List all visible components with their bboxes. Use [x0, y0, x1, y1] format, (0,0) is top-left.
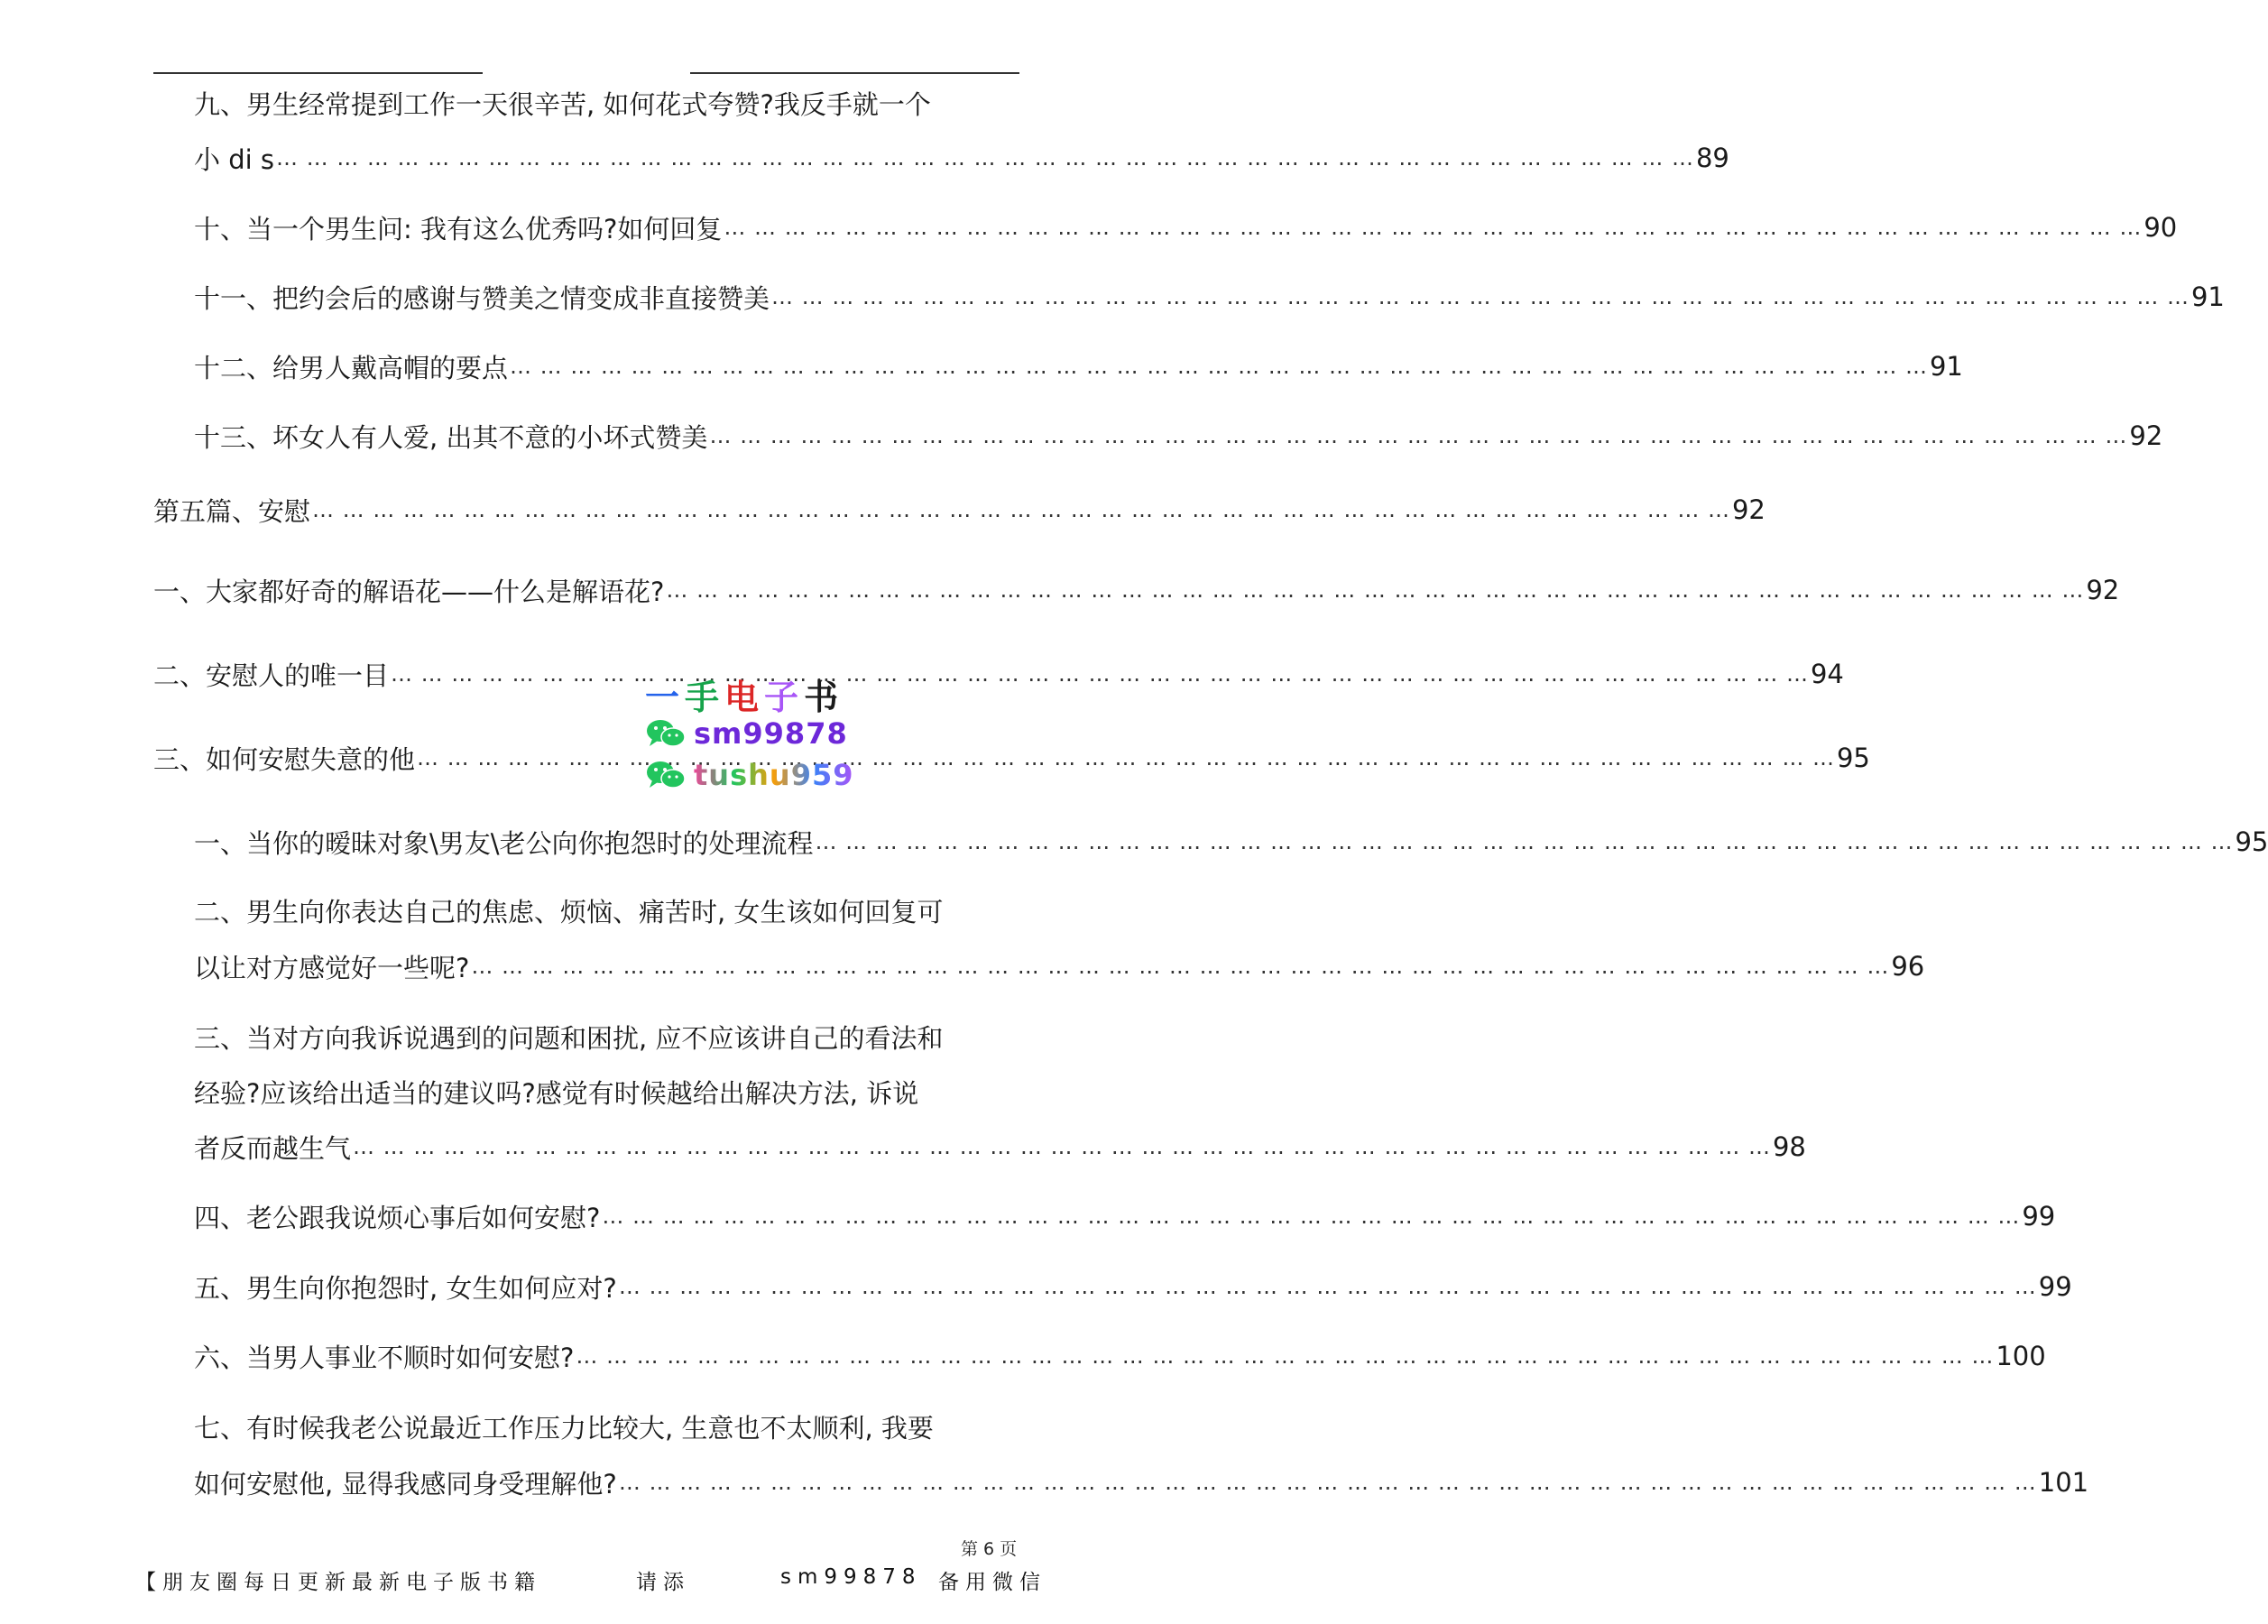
- toc-page-number: 92: [1731, 494, 1766, 525]
- toc-entry-title: 一、当你的暧昧对象\男友\老公向你抱怨时的处理流程: [194, 827, 814, 859]
- toc-page-number: 99: [2038, 1271, 2072, 1302]
- toc-entry-title: 三、如何安慰失意的他: [153, 743, 416, 775]
- toc-entry-title: 六、当男人事业不顺时如何安慰?: [194, 1342, 575, 1373]
- toc-entry[interactable]: [194, 1196, 2056, 1236]
- footer-contact-id: sm99878: [780, 1565, 922, 1589]
- toc-entry-title: 经验?应该给出适当的建议吗?感觉有时候越给出解决方法, 诉说: [194, 1077, 919, 1109]
- watermark-wechat-row: [645, 758, 853, 792]
- toc-dot-leader: [814, 829, 2236, 854]
- toc-dot-leader: [600, 1204, 2022, 1229]
- toc-dot-leader: [574, 1343, 1996, 1369]
- toc-entry[interactable]: [194, 890, 1019, 930]
- toc-entry-title: 四、老公跟我说烦心事后如何安慰?: [194, 1202, 601, 1233]
- toc-page-number: 91: [2190, 281, 2225, 312]
- footer-text: 请添: [636, 1571, 690, 1594]
- toc-dot-leader: [415, 745, 1837, 770]
- toc-entry-title: 五、男生向你抱怨时, 女生如何应对?: [194, 1272, 617, 1304]
- toc-entry[interactable]: [194, 946, 1925, 986]
- toc-page-number: 90: [2144, 212, 2178, 243]
- toc-dot-leader: [617, 1274, 2039, 1299]
- toc-dot-leader: [508, 354, 1930, 379]
- toc-entry-title: 十、当一个男生问: 我有这么优秀吗?如何回复: [194, 213, 723, 245]
- footer-text: 备用微信: [938, 1571, 1046, 1594]
- toc-page-number: 89: [1695, 143, 1729, 173]
- toc-entry-title: 九、男生经常提到工作一天很辛苦, 如何花式夸赞?我反手就一个: [194, 88, 931, 120]
- toc-dot-leader: [274, 145, 1696, 171]
- toc-page-number: 100: [1996, 1341, 2046, 1371]
- toc-page-number: 92: [2129, 420, 2163, 451]
- toc-dot-leader: [469, 954, 1891, 979]
- toc-entry[interactable]: [194, 277, 2225, 317]
- toc-dot-leader: [707, 423, 2129, 448]
- watermark-wechat-id: sm99878: [694, 716, 848, 751]
- watermark-wechat-row: [645, 716, 848, 751]
- toc-entry-title: 小 di s: [194, 143, 275, 175]
- toc-entry-title: 三、当对方向我诉说遇到的问题和困扰, 应不应该讲自己的看法和: [194, 1022, 944, 1054]
- toc-page-number: 92: [2086, 575, 2120, 605]
- toc-entry-title: 十三、坏女人有人爱, 出其不意的小坏式赞美: [194, 421, 708, 453]
- toc-page-number: 91: [1929, 351, 1963, 382]
- header-rule-left: [153, 72, 483, 74]
- toc-entry-title: 十一、把约会后的感谢与赞美之情变成非直接赞美: [194, 282, 770, 314]
- toc-entry[interactable]: [194, 1267, 2072, 1306]
- toc-page-number: 99: [2022, 1201, 2056, 1232]
- toc-entry[interactable]: [194, 1407, 1019, 1446]
- toc-page-number: 101: [2038, 1467, 2089, 1498]
- toc-chapter[interactable]: [153, 738, 1870, 778]
- toc-entry[interactable]: [194, 346, 1963, 386]
- toc-dot-leader: [389, 661, 1811, 687]
- toc-entry-title: 七、有时候我老公说最近工作压力比较大, 生意也不太顺利, 我要: [194, 1412, 934, 1444]
- toc-page-number: 96: [1891, 951, 1925, 982]
- toc-entry-title: 十二、给男人戴高帽的要点: [194, 352, 509, 383]
- toc-entry-title: 一、大家都好奇的解语花——什么是解语花?: [153, 576, 665, 607]
- wechat-icon: [645, 759, 687, 791]
- watermark: [645, 669, 853, 796]
- watermark-title: 一手电子书: [645, 678, 844, 717]
- toc-entry[interactable]: [194, 138, 1729, 178]
- toc-entry[interactable]: [194, 1463, 2089, 1502]
- toc-entry-title: 以让对方感觉好一些呢?: [194, 952, 470, 983]
- toc-entry[interactable]: [194, 416, 2163, 456]
- toc-entry[interactable]: [194, 1017, 1019, 1057]
- toc-entry-title: 二、男生向你表达自己的焦虑、烦恼、痛苦时, 女生该如何回复可: [194, 896, 944, 927]
- toc-entry-title: 第五篇、安慰: [153, 495, 311, 527]
- toc-entry[interactable]: [194, 822, 2268, 862]
- toc-dot-leader: [310, 497, 1732, 522]
- watermark-wechat-id: tushu959: [694, 758, 854, 792]
- toc-page-number: 95: [1836, 743, 1870, 773]
- page-number: 第 6 页: [961, 1539, 1018, 1559]
- toc-entry[interactable]: [194, 208, 2178, 247]
- toc-entry[interactable]: [194, 1072, 1019, 1112]
- toc-chapter[interactable]: [153, 570, 2120, 610]
- toc-dot-leader: [664, 577, 2086, 603]
- toc-page-number: 98: [1772, 1131, 1806, 1162]
- toc-entry-title: 者反而越生气: [194, 1132, 352, 1164]
- header-rule-right: [690, 72, 1019, 74]
- toc-page-number: 94: [1810, 659, 1844, 689]
- toc-dot-leader: [722, 215, 2144, 240]
- toc-dot-leader: [770, 284, 2191, 309]
- toc-entry[interactable]: [194, 1336, 2046, 1376]
- footer-text: 【朋友圈每日更新最新电子版书籍: [135, 1571, 541, 1594]
- toc-chapter[interactable]: [153, 654, 1844, 694]
- toc-dot-leader: [351, 1134, 1773, 1159]
- toc-entry[interactable]: [194, 83, 1019, 123]
- toc-section-heading[interactable]: [153, 490, 1766, 530]
- footer-banner: [135, 1565, 1046, 1601]
- wechat-icon: [645, 717, 687, 750]
- toc-entry-title: 二、安慰人的唯一目: [153, 660, 390, 691]
- toc-page-number: 95: [2235, 826, 2268, 857]
- toc-entry[interactable]: [194, 1127, 1806, 1167]
- toc-entry-title: 如何安慰他, 显得我感同身受理解他?: [194, 1468, 617, 1499]
- toc-dot-leader: [617, 1470, 2039, 1495]
